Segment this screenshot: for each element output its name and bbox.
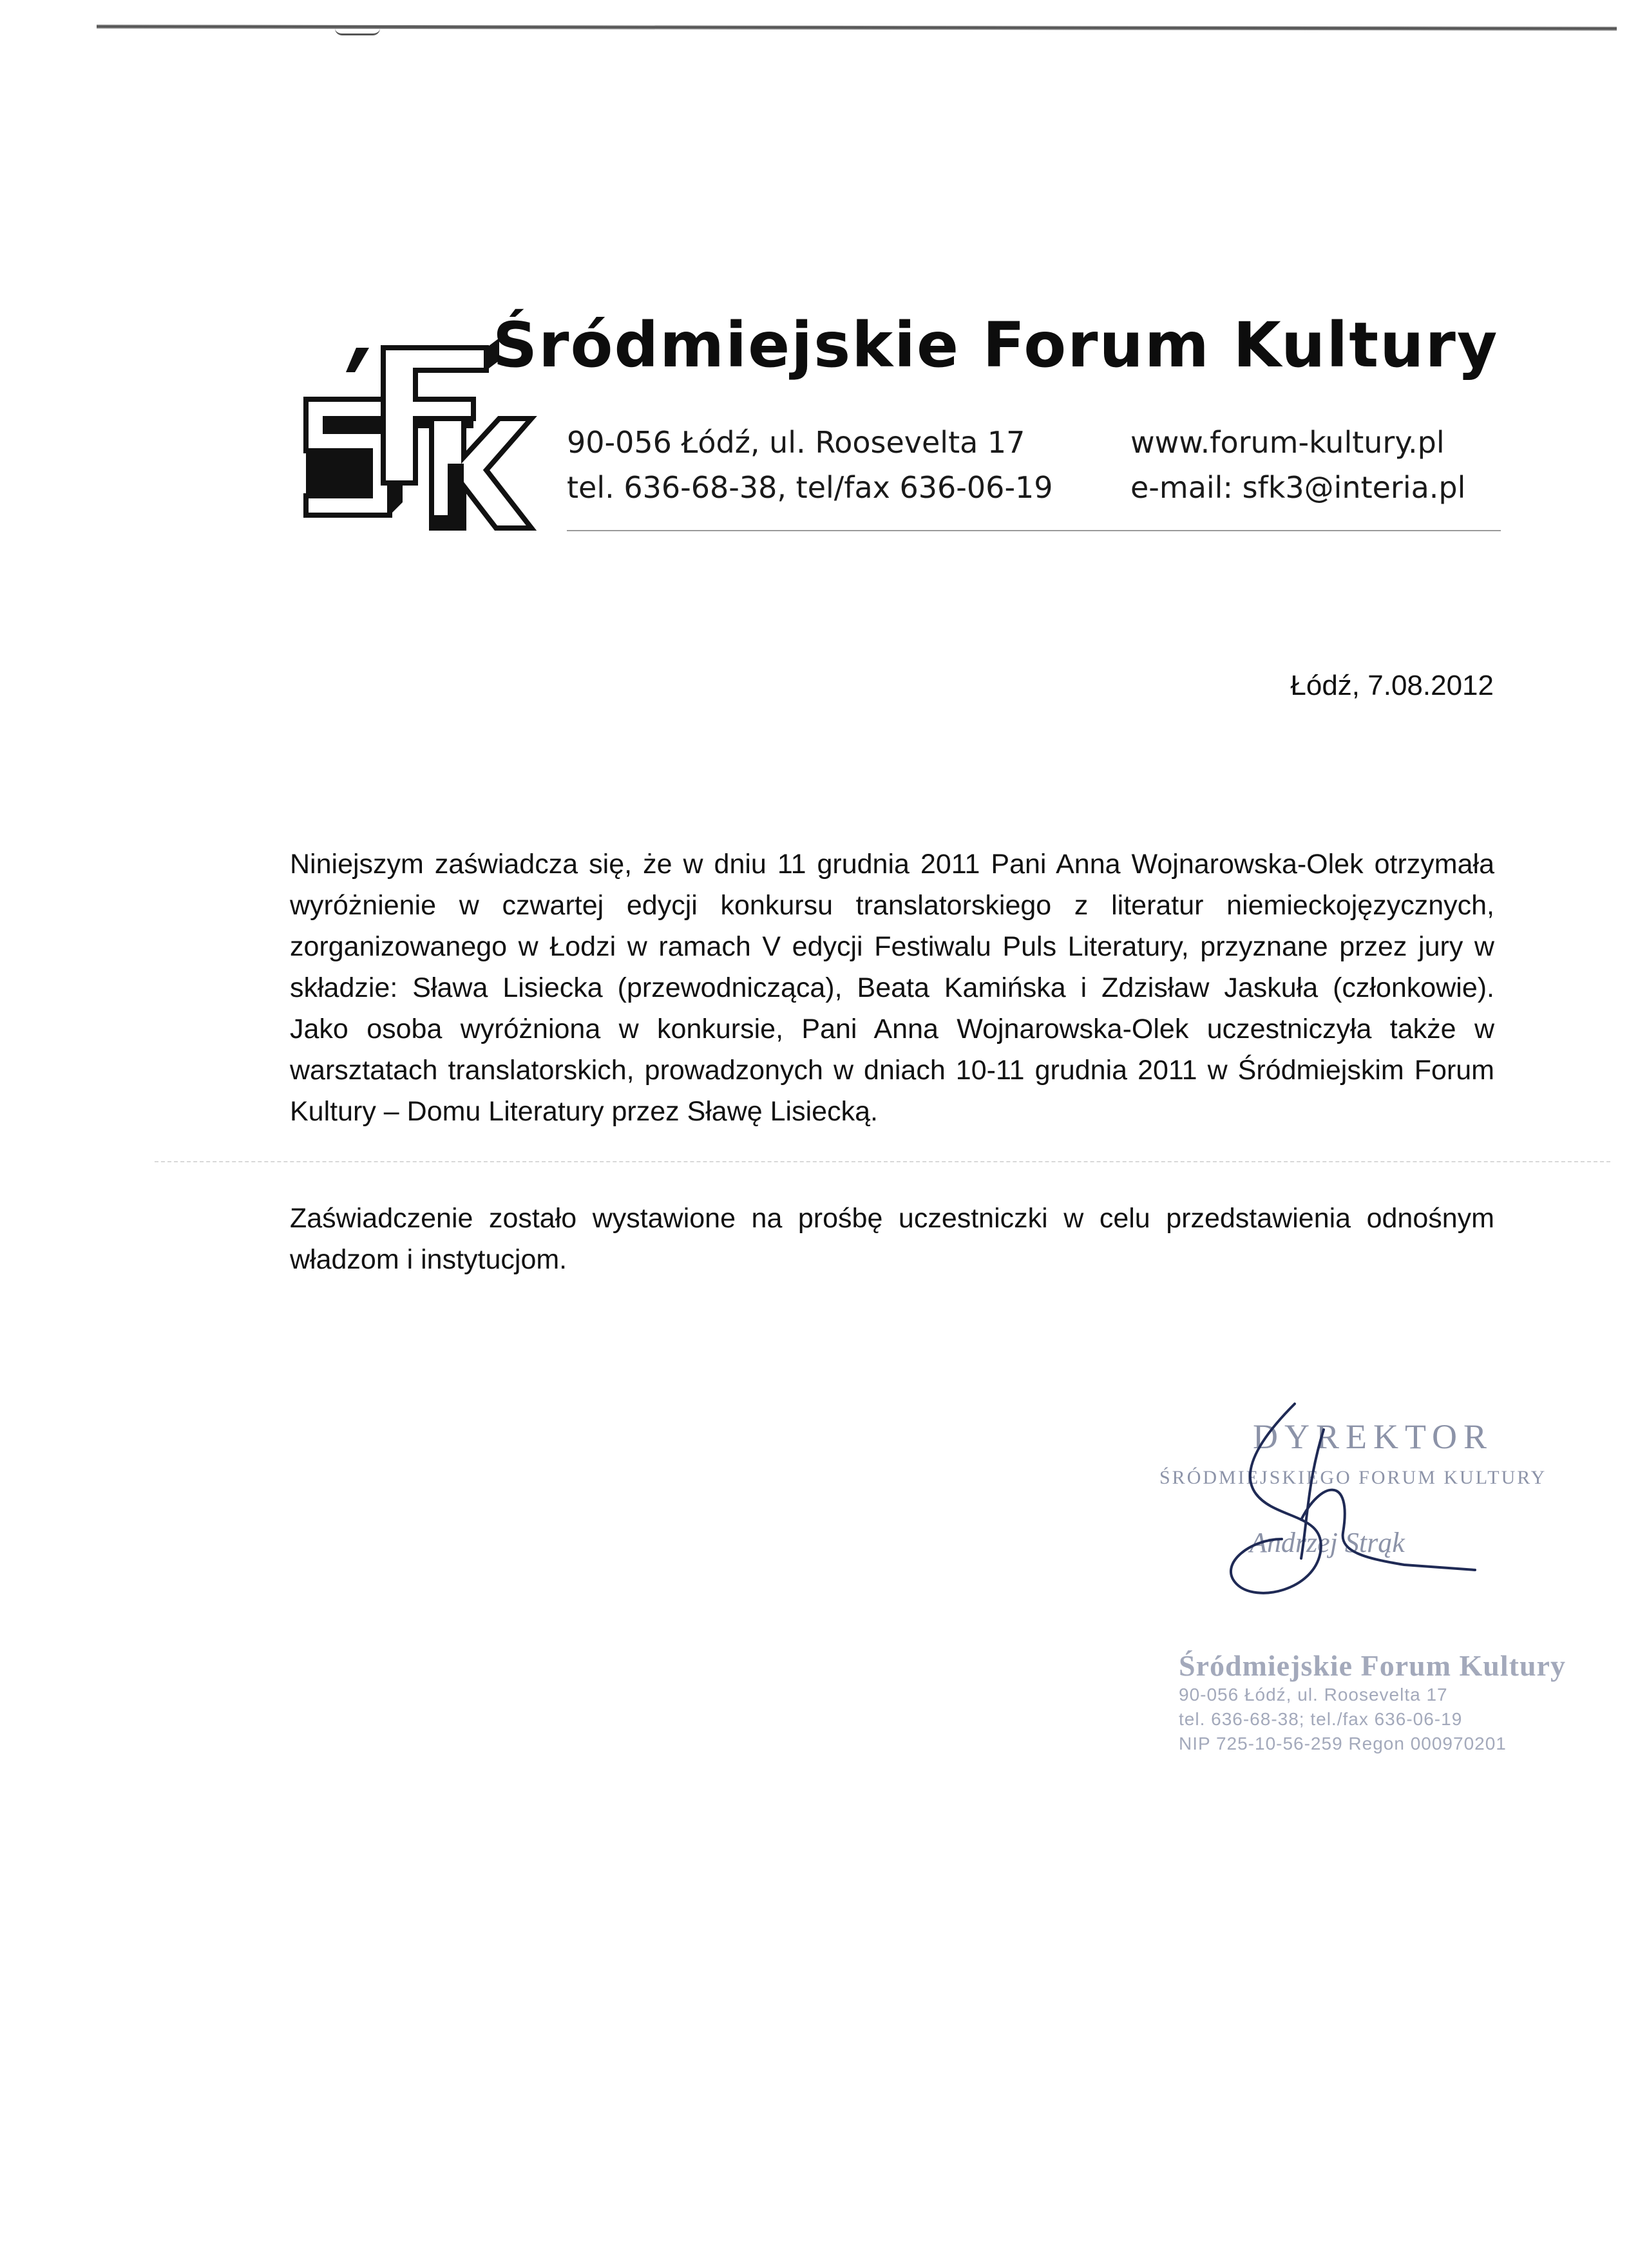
- scan-fold-line: [155, 1161, 1610, 1162]
- address: 90-056 Łódź, ul. Roosevelta 17: [567, 425, 1025, 460]
- handwritten-signature: [1211, 1391, 1481, 1623]
- scan-top-edge: [97, 24, 1617, 30]
- body-paragraph-1: Niniejszym zaświadcza się, że w dniu 11 grudnia 2011 Pani Anna Wojnarowska-Olek otrzymała wyróżnienie w czwartej edycji konkursu translatorskiego z literatur niemieckojęzycznych, zorganizowanego w Łodzi w ramach V edycji Festiwalu Puls Literatury, przyznane przez jury w składzie: Sława Lisiecka (przewodnicząca), Beata Kamińska i Zdzisław Jaskuła (członkowie). Jako osoba wyróżniona w konkursie, Pani Anna Wojnarowska-Olek uczestniczyła także w warsztatach translatorskich, prowadzonych w dniach 10-11 grudnia 2011 w Śródmiejskim Forum Kultury – Domu Literatury przez Sławę Lisiecką.: [290, 849, 1494, 1127]
- website: www.forum-kultury.pl: [1130, 425, 1445, 460]
- organization-seal: [1179, 1649, 1566, 1756]
- logo-letter-k: [432, 419, 531, 528]
- seal-address: 90-056 Łódź, ul. Roosevelta 17: [1179, 1685, 1448, 1705]
- email: e-mail: sfk3@interia.pl: [1130, 470, 1466, 505]
- seal-name: Śródmiejskie Forum Kultury: [1179, 1649, 1566, 1682]
- letterhead: [293, 309, 1504, 554]
- seal-phone: tel. 636-68-38; tel./fax 636-06-19: [1179, 1709, 1463, 1729]
- stamp-title: DYREKTOR: [1253, 1417, 1494, 1456]
- letter-date: Łódź, 7.08.2012: [1290, 670, 1494, 701]
- stamp-person: Andrzej Strąk: [1250, 1527, 1405, 1558]
- letterhead-divider: [567, 530, 1501, 531]
- organization-name: Śródmiejskie Forum Kultury: [493, 309, 1499, 381]
- seal-ids: NIP 725-10-56-259 Regon 000970201: [1179, 1734, 1507, 1753]
- scan-edge-notch: [335, 28, 380, 35]
- body-paragraph-2: Zaświadczenie zostało wystawione na prośbę uczestniczki w celu przedstawienia odnośnym władzom i instytucjom.: [290, 1203, 1494, 1275]
- phone-numbers: tel. 636-68-38, tel/fax 636-06-19: [567, 470, 1053, 505]
- stamp-organization: ŚRÓDMIEJSKIEGO FORUM KULTURY: [1159, 1467, 1547, 1488]
